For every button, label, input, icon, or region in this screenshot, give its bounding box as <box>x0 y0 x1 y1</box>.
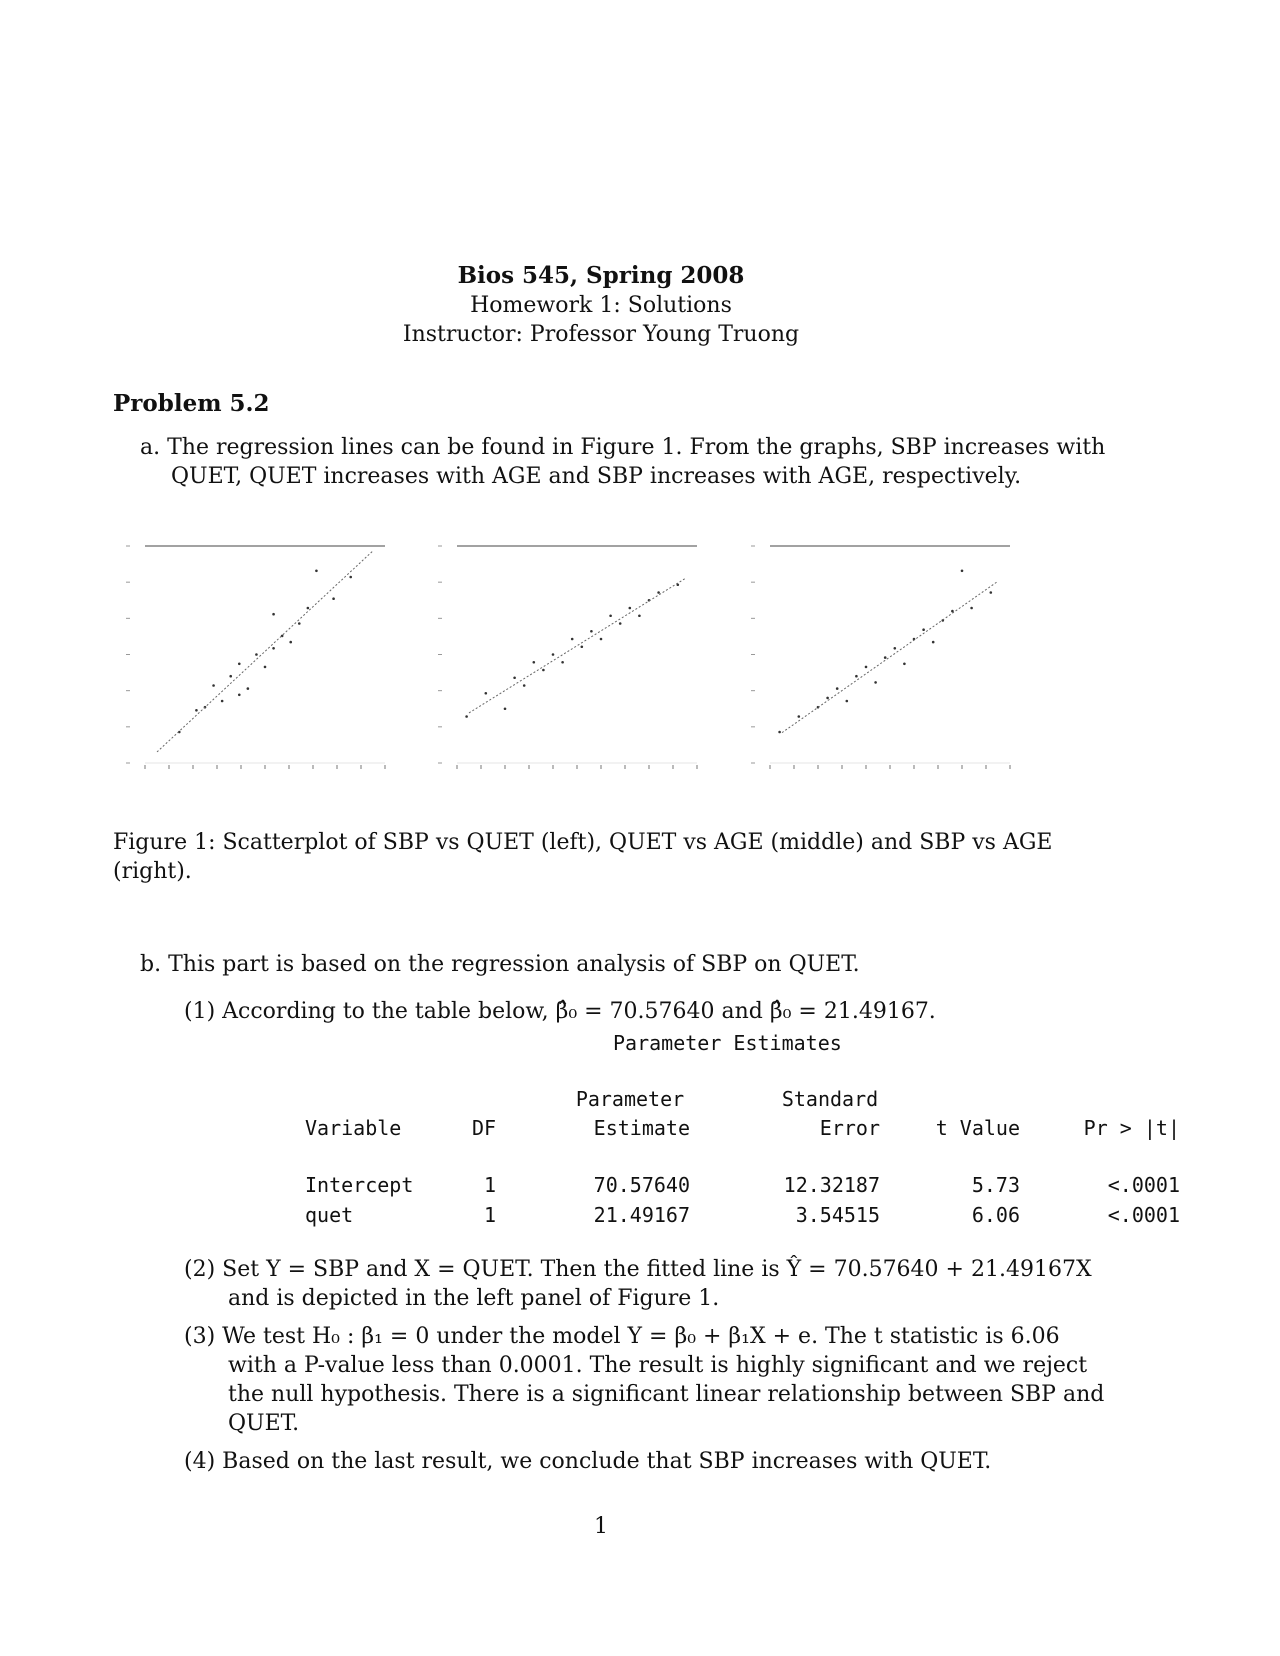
data-point <box>561 661 564 664</box>
table-cell-error: 3.54515 <box>795 1203 880 1227</box>
data-point <box>874 681 877 684</box>
data-point <box>307 607 310 610</box>
document-title: Bios 545, Spring 2008 <box>457 262 745 289</box>
table-cell-estimate: 70.57640 <box>593 1173 690 1197</box>
data-point <box>485 692 488 695</box>
data-point <box>855 675 858 678</box>
data-point <box>638 614 641 617</box>
data-point <box>836 687 839 690</box>
part-b-item-3-line-1: (3) We test H₀ : β₁ = 0 under the model Y = β₀ + β₁X + e. The t statistic is 6.06 <box>184 1324 1060 1349</box>
data-point <box>619 622 622 625</box>
data-point <box>571 638 574 641</box>
data-point <box>581 645 584 648</box>
data-point <box>865 666 868 669</box>
table-cell-df: 1 <box>483 1203 496 1227</box>
data-point <box>552 653 555 656</box>
table-cell-p-value: <.0001 <box>1107 1173 1180 1197</box>
table-header-standard: Standard <box>781 1087 879 1111</box>
data-point <box>513 676 516 679</box>
table-cell-p-value: <.0001 <box>1107 1203 1180 1227</box>
data-point <box>798 715 801 718</box>
table-cell-variable: Intercept <box>305 1173 414 1197</box>
data-point <box>590 630 593 633</box>
data-point <box>221 700 224 703</box>
part-b-item-3-line-4: QUET. <box>228 1411 300 1436</box>
data-point <box>884 656 887 659</box>
table-header-df: DF <box>472 1116 497 1140</box>
data-point <box>212 684 215 687</box>
data-point <box>961 570 964 573</box>
part-b-item-3-line-3: the null hypothesis. There is a significant linear relationship between SBP and <box>228 1382 1105 1407</box>
data-point <box>504 707 507 710</box>
data-point <box>533 661 536 664</box>
data-point <box>272 647 275 650</box>
scatter-quet-vs-age-svg <box>432 538 732 803</box>
table-header-parameter: Parameter <box>575 1087 685 1111</box>
scatter-quet-vs-age <box>432 538 732 803</box>
scatter-sbp-vs-quet <box>120 538 420 803</box>
data-point <box>932 641 935 644</box>
data-point <box>247 687 250 690</box>
data-point <box>970 607 973 610</box>
data-point <box>289 641 292 644</box>
part-a-line-1: a. The regression lines can be found in Figure 1. From the graphs, SBP increases with <box>140 435 1106 460</box>
data-point <box>195 709 198 712</box>
data-point <box>922 628 925 631</box>
data-point <box>315 570 318 573</box>
data-point <box>600 638 603 641</box>
part-b-item-1: (1) According to the table below, β̂₀ = 70.57640 and β̂₀ = 21.49167. <box>184 999 936 1024</box>
table-cell-t-value: 6.06 <box>971 1203 1020 1227</box>
regression-line <box>157 551 373 752</box>
table-header-variable: Variable <box>305 1116 402 1140</box>
table-header-p-value: Pr > |t| <box>1083 1116 1180 1140</box>
table-header-error: Error <box>819 1116 880 1140</box>
instructor-line: Instructor: Professor Young Truong <box>402 322 800 347</box>
figure-caption-line-2: (right). <box>113 859 192 884</box>
part-b-item-2-line-1: (2) Set Y = SBP and X = QUET. Then the fitted line is Ŷ = 70.57640 + 21.49167X <box>184 1257 1092 1282</box>
table-title: Parameter Estimates <box>613 1031 842 1055</box>
data-point <box>332 597 335 600</box>
data-point <box>894 647 897 650</box>
scatter-sbp-vs-age <box>745 538 1045 803</box>
table-cell-variable: quet <box>305 1203 354 1227</box>
data-point <box>846 700 849 703</box>
figure-caption-line-1: Figure 1: Scatterplot of SBP vs QUET (left), QUET vs AGE (middle) and SBP vs AGE <box>113 830 1053 855</box>
table-cell-estimate: 21.49167 <box>593 1203 690 1227</box>
data-point <box>255 653 258 656</box>
part-b-item-2-line-2: and is depicted in the left panel of Figure 1. <box>228 1286 720 1311</box>
part-a-line-2: QUET, QUET increases with AGE and SBP increases with AGE, respectively. <box>171 464 1022 489</box>
data-point <box>778 731 781 734</box>
data-point <box>272 613 275 616</box>
table-cell-t-value: 5.73 <box>971 1173 1020 1197</box>
data-point <box>298 622 301 625</box>
data-point <box>609 614 612 617</box>
data-point <box>542 669 545 672</box>
regression-line <box>469 579 685 713</box>
data-point <box>465 715 468 718</box>
data-point <box>238 663 241 666</box>
data-point <box>264 666 267 669</box>
data-point <box>523 684 526 687</box>
scatter-sbp-vs-quet-svg <box>120 538 420 803</box>
data-point <box>229 675 232 678</box>
data-point <box>629 607 632 610</box>
table-header-t-value: t Value <box>935 1116 1020 1140</box>
data-point <box>826 697 829 700</box>
data-point <box>990 591 993 594</box>
data-point <box>349 576 352 579</box>
data-point <box>657 591 660 594</box>
homework-subtitle: Homework 1: Solutions <box>470 293 732 318</box>
table-header-estimate: Estimate <box>593 1116 690 1140</box>
data-point <box>238 694 241 697</box>
table-cell-error: 12.32187 <box>783 1173 880 1197</box>
regression-line <box>782 581 998 732</box>
page-number: 1 <box>594 1514 608 1539</box>
part-b-intro: b. This part is based on the regression analysis of SBP on QUET. <box>140 952 860 977</box>
scatter-sbp-vs-age-svg <box>745 538 1045 803</box>
problem-heading: Problem 5.2 <box>113 390 270 417</box>
part-b-item-3-line-2: with a P-value less than 0.0001. The result is highly significant and we reject <box>228 1353 1088 1378</box>
table-cell-df: 1 <box>483 1173 496 1197</box>
data-point <box>903 663 906 666</box>
part-b-item-4: (4) Based on the last result, we conclude that SBP increases with QUET. <box>184 1449 992 1474</box>
